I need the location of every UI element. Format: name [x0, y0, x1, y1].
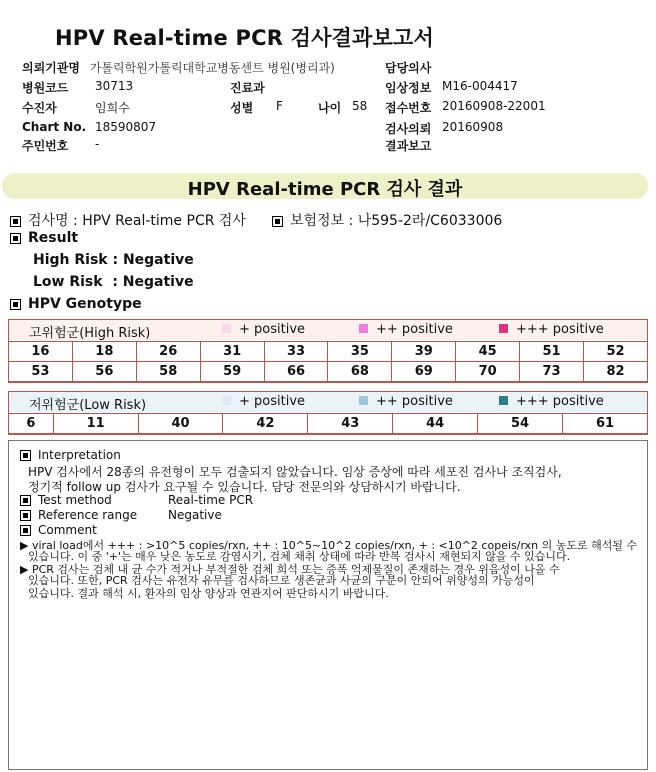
bullet-square-icon [20, 450, 31, 461]
swatch-plusplus-icon [359, 324, 368, 333]
genotype-cell: 66 [264, 362, 328, 382]
patient-value: 임희수 [95, 101, 130, 115]
swatch-plus-icon [222, 324, 231, 333]
genotype-cell: 61 [563, 414, 648, 434]
bullet-square-icon [20, 525, 31, 536]
table-row [9, 342, 648, 362]
high-risk-result: High Risk : Negative [33, 252, 194, 268]
resident-label: 주민번호 [22, 139, 69, 153]
report-title: HPV Real-time PCR 검사결과보고서 [55, 26, 434, 50]
high-risk-header [9, 320, 647, 340]
swatch-plusplusplus-icon [499, 324, 508, 333]
genotype-cell: 44 [393, 414, 478, 434]
institution-field [22, 59, 335, 76]
genotype-cell: 42 [223, 414, 308, 434]
legend-plus: + positive [222, 322, 305, 337]
bullet-square-icon [10, 216, 21, 227]
genotype-cell: 16 [9, 342, 73, 362]
swatch-plus-icon [222, 396, 231, 405]
interpretation-line-1: HPV 검사에서 28종의 유전형이 모두 검출되지 않았습니다. 임상 증상에 따라 세포진 검사나 조직검사, [28, 465, 562, 479]
insurance-text: 보험정보 : 나595-2라/C6033006 [290, 213, 503, 229]
method-value: Real-time PCR [168, 493, 254, 507]
test-name-text: 검사명 : HPV Real-time PCR 검사 [28, 213, 246, 229]
result-banner [2, 173, 648, 199]
comment-line-2b: 있습니다. 또한, PCR 검사는 유전자 유무를 검사하므로 생존균과 사균의 구분이 안되어 위양성의 가능성이 [28, 574, 535, 587]
genotype-cell: 54 [478, 414, 563, 434]
reference-label: Reference range [20, 508, 137, 522]
receipt-value: 20160908-22001 [442, 99, 546, 113]
legend-plusplus: ++ positive [359, 322, 453, 337]
comment-line-1b: 있습니다. 이 중 '+'는 매우 낮은 농도로 감염시기, 검체 채취 상태에 따라 반복 검사시 재현되지 않을 수 있습니다. [28, 550, 571, 563]
dept-label: 진료과 [230, 81, 265, 95]
hospital-code-label: 병원코드 [22, 81, 69, 95]
genotype-cell: 43 [308, 414, 393, 434]
genotype-cell: 82 [584, 362, 648, 382]
age-label: 나이 [318, 101, 342, 115]
genotype-cell: 51 [520, 342, 584, 362]
request-label: 검사의뢰 [385, 122, 432, 136]
swatch-plusplus-icon [359, 396, 368, 405]
test-name-line [10, 210, 246, 230]
comment-line-2a: ▶ PCR 검사는 검체 내 균 수가 적거나 부적절한 검체 희석 또는 증폭 억제물질이 존재하는 경우 위음성이 나올 수 [20, 563, 560, 576]
comment-line-1a: ▶ viral load에서 +++ : >10^5 copies/rxn, ++ : 10^5~10^2 copies/rxn, + : <10^2 copeis/rxn 의 농도로 해석될 수 [20, 539, 638, 552]
genotype-cell: 39 [392, 342, 456, 362]
low-risk-header [9, 392, 647, 412]
genotype-cell: 33 [264, 342, 328, 362]
clinical-label: 임상정보 [385, 81, 432, 95]
clinical-value: M16-004417 [442, 79, 518, 93]
insurance-line [272, 210, 502, 230]
genotype-cell: 56 [72, 362, 136, 382]
genotype-cell: 31 [200, 342, 264, 362]
result-heading: Result [10, 230, 78, 246]
legend-plusplusplus: +++ positive [499, 394, 604, 409]
genotype-cell: 59 [200, 362, 264, 382]
chart-no-value: 18590807 [95, 120, 157, 134]
comment-line-2c: 있습니다. 결과 해석 시, 환자의 임상 양상과 연관지어 판단하시기 바랍니다. [28, 587, 389, 600]
age-value: 58 [352, 99, 368, 113]
genotype-heading: HPV Genotype [10, 296, 142, 312]
banner-title: HPV Real-time PCR 검사 결과 [187, 179, 463, 200]
reference-value: Negative [168, 508, 222, 522]
bullet-square-icon [20, 495, 31, 506]
genotype-cell: 68 [328, 362, 392, 382]
receipt-label: 접수번호 [385, 101, 432, 115]
bullet-square-icon [10, 233, 21, 244]
genotype-cell: 69 [392, 362, 456, 382]
genotype-cell: 70 [456, 362, 520, 382]
table-row [9, 414, 648, 434]
legend-plusplusplus: +++ positive [499, 322, 604, 337]
institution-label: 의뢰기관명 [22, 61, 80, 75]
low-risk-table [8, 413, 648, 434]
legend-plus: + positive [222, 394, 305, 409]
chart-no-label: Chart No. [22, 120, 87, 134]
interpretation-heading: Interpretation [20, 448, 121, 462]
table-row [9, 362, 648, 382]
genotype-cell: 73 [520, 362, 584, 382]
low-risk-result: Low Risk : Negative [33, 274, 194, 290]
interpretation-line-2: 정기적 follow up 검사가 요구될 수 있습니다. 담당 전문의와 상담하시기 바랍니다. [28, 480, 461, 494]
genotype-cell: 6 [9, 414, 54, 434]
doctor-field [385, 59, 431, 76]
genotype-cell: 26 [136, 342, 200, 362]
genotype-cell: 52 [584, 342, 648, 362]
genotype-cell: 35 [328, 342, 392, 362]
genotype-cell: 40 [138, 414, 223, 434]
genotype-cell: 18 [72, 342, 136, 362]
legend-plusplus: ++ positive [359, 394, 453, 409]
bullet-square-icon [20, 510, 31, 521]
swatch-plusplusplus-icon [499, 396, 508, 405]
patient-label: 수진자 [22, 101, 57, 115]
sex-label: 성별 [230, 101, 254, 115]
resident-value: - [95, 137, 100, 151]
high-risk-group-label: 고위험군(High Risk) [29, 326, 151, 341]
high-risk-table [8, 341, 648, 382]
hospital-code-value: 30713 [95, 79, 134, 93]
request-value: 20160908 [442, 120, 504, 134]
low-risk-group-label: 저위험군(Low Risk) [29, 398, 147, 413]
bullet-square-icon [10, 299, 21, 310]
genotype-cell: 53 [9, 362, 73, 382]
doctor-label: 담당의사 [385, 61, 432, 75]
genotype-cell: 45 [456, 342, 520, 362]
sex-value: F [276, 99, 283, 113]
method-label: Test method [20, 493, 112, 507]
genotype-cell: 58 [136, 362, 200, 382]
report-label: 결과보고 [385, 139, 432, 153]
comment-label: Comment [20, 523, 97, 537]
institution-value: 가톨릭학원가톨릭대학교병동센트 병원(병리과) [89, 61, 335, 75]
bullet-square-icon [272, 216, 283, 227]
genotype-cell: 11 [53, 414, 138, 434]
